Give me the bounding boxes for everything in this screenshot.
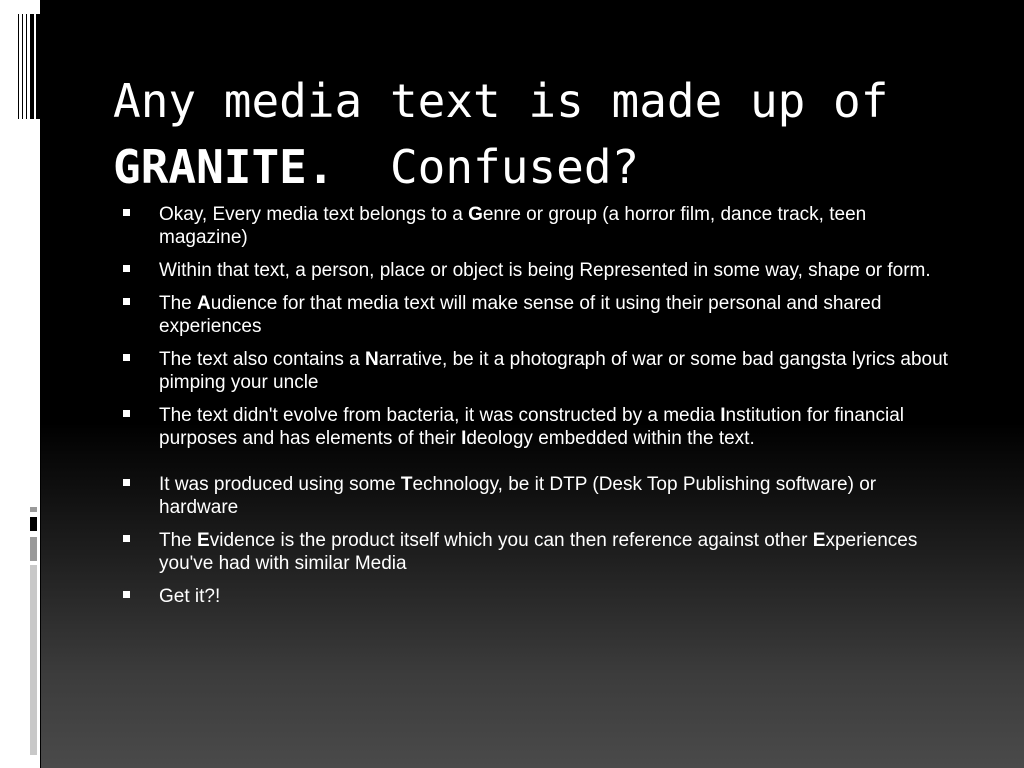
bullet-keyletter: I [461, 428, 467, 449]
deco-block [30, 565, 37, 755]
bullet-text: It was produced using some [159, 474, 401, 495]
deco-bar [40, 0, 41, 768]
bullet-keyletter: N [364, 349, 379, 370]
bullet-text: vidence is the product itself which you can then reference against other [209, 530, 813, 551]
bullet-keyletter: T [400, 474, 413, 495]
bullet-text: xperiences you've had with similar Media [159, 530, 918, 574]
bullet-text: nstitution for financial purposes and has elements of their [159, 405, 905, 449]
deco-block [30, 537, 37, 561]
deco-block [30, 507, 37, 512]
bullet-text: Get it?! [159, 586, 221, 607]
list-item [121, 473, 951, 519]
bullet-list [121, 203, 951, 618]
bullet-text: Okay, Every media text belongs to a [159, 204, 469, 225]
bullet-icon [123, 479, 130, 486]
bullet-icon [123, 535, 130, 542]
bullet-text: udience for that media text will make sense of it using their personal and shared experiences [159, 293, 882, 337]
list-item [121, 404, 951, 450]
bullet-keyletter: E [812, 530, 826, 551]
bullet-text: The [159, 530, 198, 551]
bullet-text: arrative, be it a photograph of war or some bad gangsta lyrics about pimping your uncle [159, 349, 948, 393]
bullet-icon [123, 265, 130, 272]
list-item [121, 348, 951, 394]
deco-block [30, 517, 37, 531]
deco-bar [36, 14, 40, 119]
bullet-keyletter: G [468, 204, 483, 225]
bullet-icon [123, 298, 130, 305]
bullet-text: echnology, be it DTP (Desk Top Publishing software) or hardware [159, 474, 877, 518]
bullet-text: The text also contains a [159, 349, 365, 370]
title-line-1: Any media text is made up of [113, 74, 889, 128]
bullet-keyletter: A [197, 293, 211, 314]
bullet-text: The [159, 293, 198, 314]
title-line-2-rest: Confused? [389, 140, 640, 194]
bullet-text: The text didn't evolve from bacteria, it was constructed by a media [159, 405, 721, 426]
title-strong-word: GRANITE. [113, 140, 335, 194]
deco-bar [22, 14, 23, 119]
bullet-text: enre or group (a horror film, dance track, teen magazine) [159, 204, 867, 248]
list-item [121, 259, 951, 282]
deco-bar [18, 14, 19, 119]
bullet-icon [123, 410, 130, 417]
deco-bar [26, 14, 27, 119]
slide-title [113, 68, 993, 200]
bullet-text: Within that text, a person, place or object is being Represented in some way, shape or form. [159, 260, 931, 281]
bullet-keyletter: E [197, 530, 210, 551]
bullet-icon [123, 354, 130, 361]
list-item [121, 203, 951, 249]
bullet-text: deology embedded within the text. [466, 428, 755, 449]
list-item [121, 292, 951, 338]
bullet-keyletter: I [720, 405, 726, 426]
list-item [121, 529, 951, 575]
deco-bar [30, 14, 34, 119]
bullet-icon [123, 209, 130, 216]
list-item [121, 585, 951, 608]
bullet-icon [123, 591, 130, 598]
